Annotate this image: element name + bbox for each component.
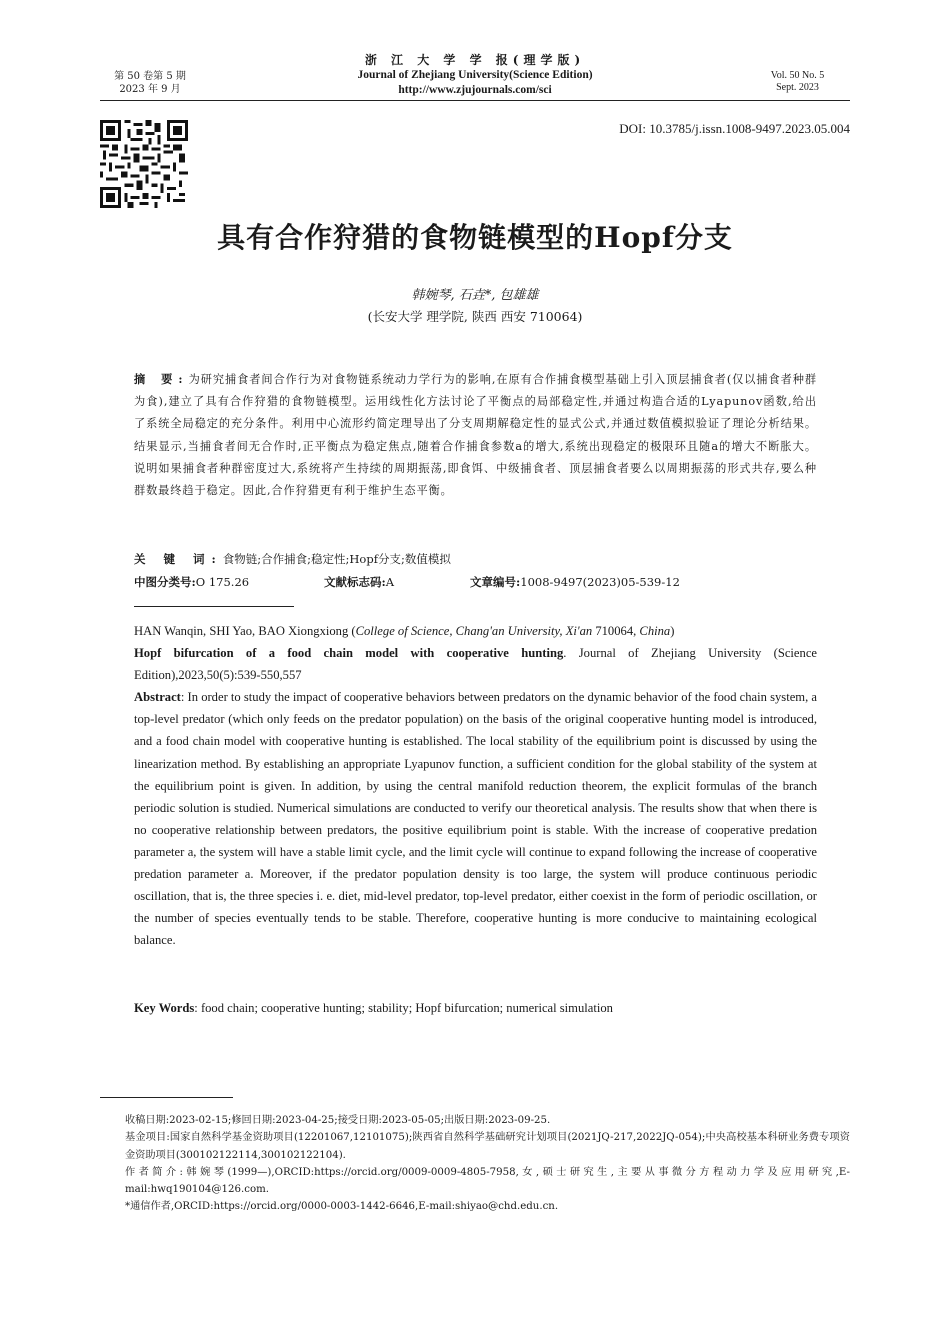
citation-affiliation-en: College of Science, Chang'an University, Xi'an — [355, 624, 593, 638]
header-issue-en — [745, 70, 850, 94]
header-divider — [100, 100, 850, 101]
citation-authors — [134, 620, 817, 642]
citation-postcode: 710064, — [592, 624, 640, 638]
page-title: 具有合作狩猎的食物链模型的Hopf分支 — [217, 221, 733, 254]
keywords-en — [134, 1001, 817, 1016]
authors-cn: 韩婉琴, 石垚*, 包雄雄 — [411, 288, 539, 303]
doi[interactable]: DOI: 10.3785/j.issn.1008-9497.2023.05.004 — [619, 121, 850, 136]
clc-number — [134, 574, 249, 590]
clc-value: O 175.26 — [195, 575, 250, 589]
abstract-en-label: Abstract — [134, 690, 181, 705]
journal-name-en: Journal of Zhejiang University(Science Edition) — [357, 69, 593, 81]
abstract-en-text: : In order to study the impact of cooperative behaviors between predators on the dynamic behavior of the food chain system, a top-level predator (which only feeds on the predator population) on the basis of the original cooperative hunting model is introduced, and a food chain model with cooperative hunting is established. The local stability of the equilibrium point is discussed by using the linearization method. By establishing an appropriate Lyapunov function, a sufficient condition for the global stability of the system at the equilibrium point is given. In addition, by using the central manifold reduction theorem, the explicit formulas of the branch periodic solution is studied. Numerical simulations are conducted to verify our theoretical analysis. The results show that when there is no cooperative relationship between predators, the positive equilibrium point is stable. With the increase of cooperative predation parameter a, the system will have a stable limit cycle, and the limit cycle will continue to expand following the increase of cooperative predation parameter a. Moreover, if the predator population density is too large, the system will produce continuous periodic oscillation, that is, the three species i. e. diet, mid-level predator, top-level predator, either coexist in the form of periodic oscillation, or the number of species eventually tends to be stable. Therefore, cooperative hunting is more conducive to maintaining ecological balance. — [134, 690, 817, 948]
keywords-en-label: Key Words — [134, 1001, 195, 1015]
footnote-dates: 收稿日期:2023-02-15;修回日期:2023-04-25;接受日期:2023-05-05;出版日期:2023-09-25. — [125, 1115, 551, 1126]
english-section — [134, 620, 817, 951]
affiliation-cn: (长安大学 理学院, 陕西 西安 710064) — [367, 309, 583, 324]
doc-value: A — [385, 575, 395, 589]
footnote-corresponding: *通信作者,ORCID:https://orcid.org/0000-0003-1442-6646,E-mail:shiyao@chd.edu.cn. — [125, 1201, 559, 1213]
keywords-cn-text: 食物链;合作捕食;稳定性;Hopf分支;数值模拟 — [222, 552, 451, 566]
header-date-cn: 2023 年 9 月 — [119, 84, 181, 95]
title-en: Hopf bifurcation of a food chain model with cooperative hunting — [134, 646, 564, 661]
header-issue-cn — [100, 70, 200, 96]
doc-code — [324, 574, 394, 590]
section-divider — [134, 606, 294, 607]
footnote-bio: 作者简介:韩婉琴(1999—),ORCID:https://orcid.org/0009-0009-4805-7958,女,硕士研究生,主要从事微分方程动力学及应用研究,E-mail:hwq190104@126.com. — [125, 1166, 850, 1196]
journal-masthead — [300, 52, 650, 98]
citation-source: . Journal of Zhejiang University (Science Edition),2023,50(5):539-550,557 — [134, 646, 817, 683]
keywords-cn — [134, 551, 817, 567]
keywords-cn-label: 关 键 词: — [134, 552, 223, 566]
journal-url[interactable]: http://www.zjujournals.com/sci — [398, 84, 552, 96]
article-value: 1008-9497(2023)05-539-12 — [520, 575, 680, 589]
footnote-divider — [100, 1097, 233, 1098]
citation-close: ) — [670, 624, 675, 638]
abstract-en — [134, 686, 817, 951]
qr-code-icon[interactable] — [100, 120, 188, 208]
header-volume-en: Vol. 50 No. 5 — [770, 70, 825, 81]
abstract-cn — [134, 368, 817, 502]
doc-label: 文献标志码: — [324, 575, 386, 589]
footnotes — [100, 1112, 850, 1216]
clc-label: 中图分类号: — [134, 575, 196, 589]
header-volume-cn: 第 50 卷第 5 期 — [114, 71, 186, 82]
citation-authors-en: HAN Wanqin, SHI Yao, BAO Xiongxiong ( — [134, 624, 356, 638]
abstract-cn-label: 摘 要: — [134, 372, 189, 386]
journal-name-cn: 浙 江 大 学 学 报(理学版) — [364, 53, 586, 67]
article-label: 文章编号: — [470, 575, 521, 589]
header-date-en: Sept. 2023 — [776, 82, 819, 93]
citation-country: China — [639, 624, 671, 638]
abstract-cn-text: 为研究捕食者间合作行为对食物链系统动力学行为的影响,在原有合作捕食模型基础上引入顶层捕食者(仅以捕食者种群为食),建立了具有合作狩猎的食物链模型。运用线性化方法讨论了平衡点的局部稳定性,并通过构造合适的Lyapunov函数,给出了系统全局稳定的充分条件。利用中心流形约简定理导出了分支周期解稳定性的显式公式,并通过数值模拟验证了理论分析结果。结果显示,当捕食者间无合作时,正平衡点为稳定焦点,随着合作捕食参数a的增大,系统出现稳定的极限环且随a的增大不断胀大。说明如果捕食者种群密度过大,系统将产生持续的周期振荡,即食饵、中级捕食者、顶层捕食者要么以周期振荡的形式共存,要么种群数最终趋于稳定。因此,合作狩猎更有利于维护生态平衡。 — [134, 373, 817, 498]
footnote-fund: 基金项目:国家自然科学基金资助项目(12201067,12101075);陕西省自然科学基础研究计划项目(2021JQ-217,2022JQ-054);中央高校基本科研业务费专项资金资助项目(300102122114,300102122104). — [125, 1132, 850, 1161]
keywords-en-text: : food chain; cooperative hunting; stability; Hopf bifurcation; numerical simulation — [194, 1001, 613, 1015]
citation-reference — [134, 642, 817, 686]
article-number — [470, 574, 680, 590]
